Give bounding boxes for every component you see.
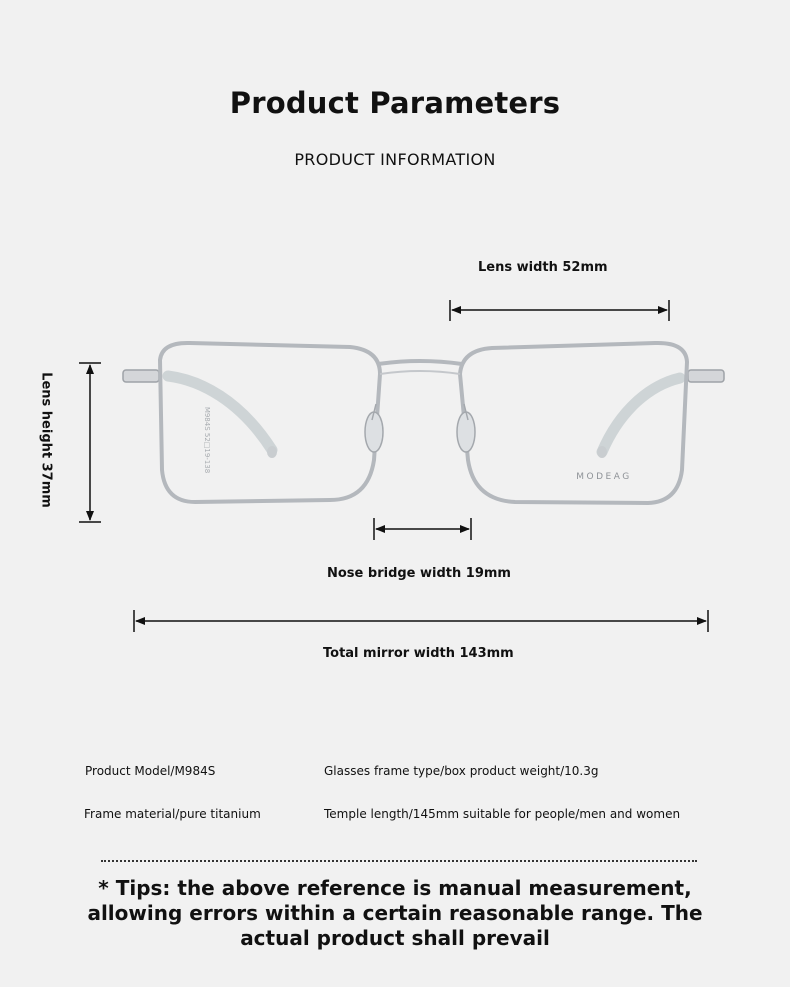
nose-bridge-arrow xyxy=(374,518,471,540)
glasses-image xyxy=(123,343,724,503)
nose-bridge-label: Nose bridge width 19mm xyxy=(327,566,511,581)
tips-note: * Tips: the above reference is manual measurement, allowing errors within a certain reasonable range. The actual product shall prevail xyxy=(87,876,703,950)
page-subtitle: PRODUCT INFORMATION xyxy=(294,150,496,169)
total-width-arrow xyxy=(134,610,708,632)
spec-frame-type: Glasses frame type/box product weight/10.3g xyxy=(324,764,599,778)
spec-model: Product Model/M984S xyxy=(85,764,216,778)
lens-height-arrow xyxy=(79,363,101,522)
temple-marking-text: M984S 52□19-138 xyxy=(203,406,211,474)
brand-mark-text: MODEAG xyxy=(576,472,632,482)
spec-material: Frame material/pure titanium xyxy=(84,807,261,821)
dotted-divider xyxy=(101,860,697,862)
lens-height-label: Lens height 37mm xyxy=(38,372,54,508)
total-width-label: Total mirror width 143mm xyxy=(323,646,514,661)
page-title: Product Parameters xyxy=(229,86,561,120)
spec-temple: Temple length/145mm suitable for people/men and women xyxy=(324,807,681,821)
lens-width-label: Lens width 52mm xyxy=(478,260,608,275)
lens-width-arrow xyxy=(450,300,669,321)
